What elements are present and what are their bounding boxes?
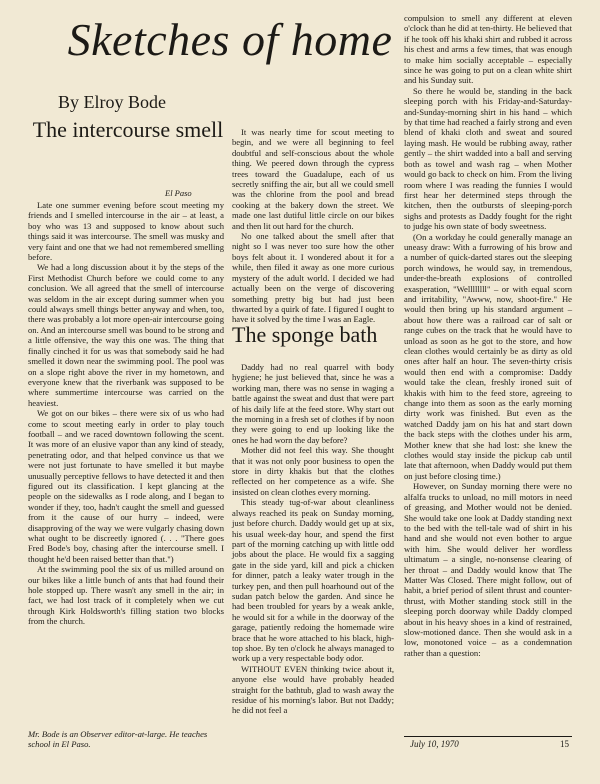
column-3 [404, 13, 572, 658]
page-number: 15 [560, 739, 569, 749]
paragraph: So there he would be, standing in the back sleeping porch with his Friday-and-Saturday-and-Sunday-morning shirt in his hand – which by that time had reached a fairly strong and even blend of khaki cloth and sweat and soured laying mash. He would be rubbing away, rather gently – the shirt wadded into a ball and serving both as towel and wash rag – when Mother would go back to check on him. From the living room where I was reading the funnies I would first hear her determined steps through the kitchen, then the outbursts of sleeping-porch sighs and protests as Daddy fought for the right to judge his own state of body sweetness. [404, 85, 572, 232]
paragraph: No one talked about the smell after that night so I was never too sure how the other boys felt about it. I wondered about it for a while, then filed it away as one more curious mystery of the adult world. I decided we had actually been on the verge of discovering something pretty big but had just been thwarted by a quirk of fate. I figured I ought to have it solved by the time I was an Eagle. [232, 231, 394, 325]
author-note: Mr. Bode is an Observer editor-at-large. He teaches school in El Paso. [28, 729, 208, 750]
paragraph: It was nearly time for scout meeting to begin, and we were all beginning to feel doubtful and self-conscious about the whole thing. We peered down through the cypress trees toward the Guadalupe, each of us secretly sniffing the air, but all we could smell was the chlorine from the pool and bread cooking at the bakery down the street. We made one last dutiful little circle on our bikes and then lit out hard for the church. [232, 127, 394, 231]
paragraph: This steady tug-of-war about cleanliness always reached its peak on Sunday morning, just before church. Daddy would get up at six, his usual week-day hour, and spend the first part of the morning catching up with little odd jobs about the place. He would fix a sagging gate in the side yard, kill and pick a chicken for dinner, patch a leaky water trough in the turkey pen, and then pull hoarhound out of the sudan patch below the garden. And since he had been troubled for years by a weak ankle, he would sit for a while in the doorway of the garage, patiently redoing the homemade wire brace that he wore attached to his black, high-top shoe. By ten o'clock he always managed to work up a very respectable body odor. [232, 497, 394, 664]
byline: By Elroy Bode [58, 92, 166, 112]
paragraph: compulsion to smell any different at eleven o'clock than he did at ten-thirty. He believed that if he took off his khaki shirt and rubbed it across his chest and arms a few times, that was enough to make him socially acceptable – especially since he was going to put on a clean white shirt and his Sunday suit. [404, 13, 572, 86]
column-2-sponge [232, 362, 394, 716]
paragraph: Daddy had no real quarrel with body hygiene; he just believed that, since he was a working man, there was no sense in waging a battle against the sweat and dust that were part of his daily life at the feed store. Why start out the morning in a fresh set of clothes if by noon they were going to end up looking like the ones he had worn the day before? [232, 362, 394, 445]
section-title: Sketches of home [67, 14, 393, 65]
footer-date: July 10, 1970 [410, 739, 459, 749]
paragraph: Mother did not feel this way. She thought that it was not only poor business to open the store in dirty khakis but that the clothes reflected on her competence as a wife. She insisted on clean clothes every morning. [232, 445, 394, 497]
column-2 [232, 127, 394, 325]
footer-rule [404, 736, 572, 737]
dateline: El Paso [165, 188, 192, 198]
paragraph: However, on Sunday morning there were no alfalfa trucks to unload, no mill motors in need of greasing, and Mother would not be denied. She would take one look at Daddy standing next to the bed with the tell-tale wad of shirt in his hand and she would not even bother to argue with him. She would deliver her wordless ultimatum – a single, no-nonsense clearing of her throat – and Daddy would know that The Matter Was Closed. There might follow, out of habit, a brief period of silent thrust and counter-thrust, with Mother standing stock still in the sleeping porch doorway while Daddy clomped about in his heavy shoes in a kind of restrained, slow-motioned dance. Then she would ask in a low, monotoned voice – as a condemnation rather than a question: [404, 481, 572, 658]
paragraph: At the swimming pool the six of us milled around on our bikes like a little bunch of ants that had found their hole stopped up. There wasn't any smell in the air; in fact, we had lost track of it completely when we cut through Kirk Holdsworth's filling station two blocks from the church. [28, 564, 224, 627]
paragraph: We had a long discussion about it by the steps of the First Methodist Church before we could come to any conclusion. We all agreed that the smell of intercourse was seldom in the air except during summer when you could always smell things better anyway and when, too, there was probably a lot more open-air intercourse going on. And an intercourse smell was bound to be strong and a little offensive, the way this one was. The thing that finally cinched it for us was that somebody said he had smelled it down near the swimming pool. The pool was on a slope right above the river in my hometown, and everyone knew that the riverbank was supposed to be where summertime intercourse was carried on the heaviest. [28, 262, 224, 408]
paragraph: We got on our bikes – there were six of us who had come to scout meeting early in order to play touch football – and we raced downtown following the scent. It was more of an elusive vapor than any kind of steady, penetrating odor, and that helped convince us that we were not just fortunate to have smelled it but maybe unusually perceptive fellows to have detected it and then figured out its classification. I kept glancing at the people on the sidewalks as I rode along, and I began to wonder if they, too, hadn't caught the smell and guessed from it the cause of our hurry – indeed, were disapproving of the way we were vulgarly chasing down what ought to be discreetly ignored (. . . "There goes Fred Bode's boy, chasing after the intercourse smell. I thought he'd been raised better than that.") [28, 408, 224, 564]
article-title-sponge-bath: The sponge bath [232, 322, 378, 347]
paragraph: (On a workday he could generally manage an uneasy draw: With a furrowing of his brow and a number of quick-darted stares out the sleeping porch windows, he would say, in tremendous, under-the-breath explosions of controlled exasperation, "Wellllllll" – or with equal scorn and irritability, "Awww, now, shoot-fire." He would then bring up his standard argument – about how there was a railroad car of salt or range cubes on the track that he would have to unload as soon as he got to the store, and how clean clothes would certainly be as dirty as old ones after half an hour. The seven-thirty crisis would then end with a compromise: Daddy would take the clean, freshly ironed suit of khakis with him to the feed store, agreeing to change into them as soon as the early morning dirty work was finished. But even as the watched Daddy jam on his hat and start down the back steps with the clothes under his arm, Mother knew that she had lost: she knew the clothes would stay inside the pickup cab until late that afternoon, when Daddy would put them on just before closing time.) [404, 231, 572, 481]
paragraph: Late one summer evening before scout meeting my friends and I smelled intercourse in the air – at least, a boy who was 13 and supposed to know about such things said it was intercourse. The smell was musky and very faint and one that we had not remembered smelling before. [28, 200, 224, 263]
paragraph: WITHOUT EVEN thinking twice about it, anyone else would have probably headed straight for the bathtub, glad to wash away the residue of his morning's labor. But not Daddy; he did not feel a [232, 663, 394, 716]
article-title-intercourse: The intercourse smell [32, 117, 224, 142]
column-1 [28, 200, 224, 627]
